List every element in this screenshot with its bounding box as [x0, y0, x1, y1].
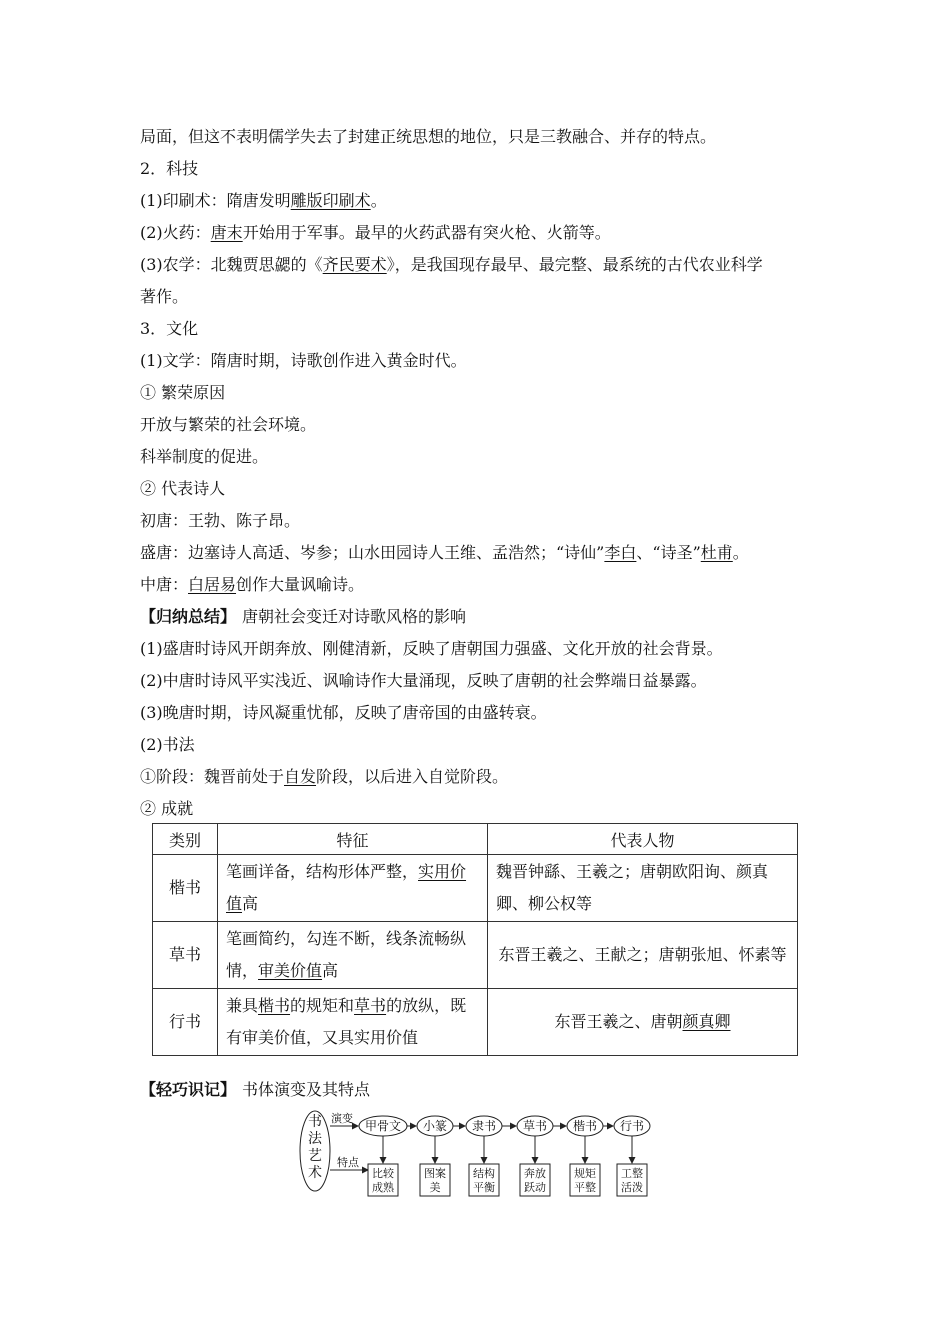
paragraph-gunpowder: (2)火药：唐末开始用于军事。最早的火药武器有突火枪、火箭等。 — [140, 223, 611, 242]
root-label: 法 — [308, 1131, 322, 1147]
paragraph-stage: ①阶段：魏晋前处于自发阶段，以后进入自觉阶段。 — [140, 767, 509, 786]
feature-text: 图案 — [424, 1167, 446, 1180]
table-cell-feature: 笔画简约，勾连不断，线条流畅纵情，审美价值高 — [218, 922, 488, 989]
paragraph-high-tang: 盛唐：边塞诗人高适、岑参；山水田园诗人王维、孟浩然；“诗仙”李白、“诗圣”杜甫。 — [140, 543, 749, 562]
summary-item-1: (1)盛唐时诗风开朗奔放、刚健清新，反映了唐朝国力强盛、文化开放的社会背景。 — [140, 639, 723, 658]
table-cell-type: 行书 — [153, 989, 218, 1056]
subheading-achievements: ② 成就 — [140, 799, 194, 818]
table-cell-representative: 东晋王羲之、王献之；唐朝张旭、怀素等 — [488, 922, 798, 989]
summary-item-2: (2)中唐时诗风平实浅近、讽喻诗作大量涌现，反映了唐朝的社会弊端日益暴露。 — [140, 671, 707, 690]
table-header: 代表人物 — [488, 824, 798, 855]
feature-text: 成熟 — [372, 1181, 394, 1194]
feature-label: 特点 — [337, 1156, 359, 1169]
feature-text: 工整 — [621, 1167, 643, 1180]
table-cell-representative: 东晋王羲之、唐朝颜真卿 — [488, 989, 798, 1056]
script-label: 草书 — [522, 1119, 548, 1133]
table-cell-representative: 魏晋钟繇、王羲之；唐朝欧阳询、颜真卿、柳公权等 — [488, 855, 798, 922]
subheading-poets: ② 代表诗人 — [140, 479, 226, 498]
feature-text: 规矩 — [574, 1167, 596, 1180]
paragraph-agriculture-cont: 著作。 — [140, 287, 189, 306]
subheading-calligraphy: (2)书法 — [140, 735, 195, 754]
script-label: 甲骨文 — [364, 1119, 402, 1133]
paragraph-cause-2: 科举制度的促进。 — [140, 447, 269, 466]
feature-text: 比较 — [372, 1167, 394, 1180]
calligraphy-evolution-diagram — [298, 1104, 678, 1200]
paragraph-cause-1: 开放与繁荣的社会环境。 — [140, 415, 317, 434]
table-header-row — [153, 824, 798, 855]
root-label: 术 — [308, 1165, 322, 1181]
feature-text: 平整 — [574, 1181, 596, 1194]
feature-text: 美 — [429, 1181, 441, 1194]
root-label: 艺 — [308, 1148, 322, 1164]
table-row — [153, 922, 798, 989]
root-label: 书 — [308, 1114, 322, 1130]
table-cell-type: 楷书 — [153, 855, 218, 922]
summary-item-3: (3)晚唐时期，诗风凝重忧郁，反映了唐帝国的由盛转衰。 — [140, 703, 547, 722]
paragraph-literature: (1)文学：隋唐时期，诗歌创作进入黄金时代。 — [140, 351, 467, 370]
table-header: 类别 — [153, 824, 218, 855]
section-heading-culture: 3．文化 — [140, 319, 199, 338]
paragraph-mid-tang: 中唐：白居易创作大量讽喻诗。 — [140, 575, 365, 594]
feature-text: 奔放 — [524, 1167, 546, 1180]
script-label: 楷书 — [572, 1119, 598, 1133]
paragraph-early-tang: 初唐：王勃、陈子昂。 — [140, 511, 301, 530]
calligraphy-table — [152, 823, 798, 1056]
evolve-label: 演变 — [331, 1112, 353, 1125]
table-header: 特征 — [218, 824, 488, 855]
paragraph-printing: (1)印刷术：隋唐发明雕版印刷术。 — [140, 191, 387, 210]
table-cell-feature: 兼具楷书的规矩和草书的放纵，既有审美价值，又具实用价值 — [218, 989, 488, 1056]
section-heading-tech: 2．科技 — [140, 159, 199, 178]
summary-heading: 【归纳总结】 唐朝社会变迁对诗歌风格的影响 — [140, 607, 467, 626]
feature-text: 跃动 — [524, 1181, 546, 1194]
script-label: 行书 — [619, 1119, 645, 1133]
subheading-causes: ① 繁荣原因 — [140, 383, 226, 402]
table-cell-feature: 笔画详备，结构形体严整，实用价值高 — [218, 855, 488, 922]
memo-heading: 【轻巧识记】 书体演变及其特点 — [140, 1080, 371, 1099]
paragraph-agriculture: (3)农学：北魏贾思勰的《齐民要术》，是我国现存最早、最完整、最系统的古代农业科学 — [140, 255, 763, 274]
script-label: 隶书 — [471, 1119, 497, 1133]
table-row — [153, 855, 798, 922]
paragraph: 局面，但这不表明儒学失去了封建正统思想的地位，只是三教融合、并存的特点。 — [140, 127, 717, 146]
feature-text: 活泼 — [621, 1181, 643, 1194]
script-label: 小篆 — [422, 1119, 448, 1133]
feature-text: 平衡 — [473, 1181, 495, 1194]
table-cell-type: 草书 — [153, 922, 218, 989]
table-row — [153, 989, 798, 1056]
feature-text: 结构 — [473, 1167, 495, 1180]
